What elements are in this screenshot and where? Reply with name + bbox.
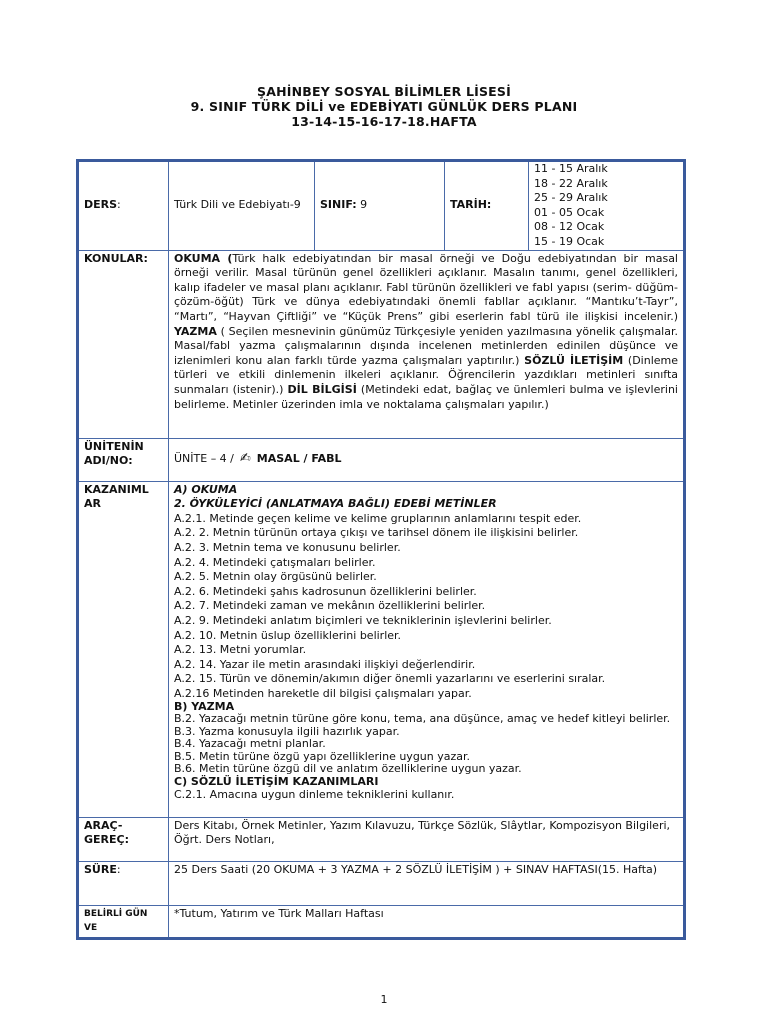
sure-value: 25 Ders Saati (20 OKUMA + 3 YAZMA + 2 SÖZLÜ İLETİŞİM ) + SINAV HAFTASI(15. Hafta) xyxy=(169,861,685,905)
konular-label: KONULAR: xyxy=(78,250,169,438)
outcome-item: C.2.1. Amacına uygun dinleme tekniklerini kullanır. xyxy=(174,788,455,802)
outcome-item: A.2. 6. Metindeki şahıs kadrosunun özelliklerini belirler. xyxy=(174,584,477,598)
outcome-item: A.2.1. Metinde geçen kelime ve kelime gruplarının anlamlarını tespit eder. xyxy=(174,511,582,525)
date-item: 25 - 29 Aralık xyxy=(534,191,608,205)
outcome-item: A.2. 7. Metindeki zaman ve mekânın özelliklerini belirler. xyxy=(174,599,486,613)
ders-label-cell xyxy=(78,161,169,251)
kazanimlar-content xyxy=(169,481,685,817)
kazanimlar-label-part: KAZANIML xyxy=(84,482,149,496)
outcome-item: A.2. 2. Metnin türünün ortaya çıkışı ve tarihsel dönem ile ilişkisini belirler. xyxy=(174,526,579,540)
outcome-item: A.2. 4. Metindeki çatışmaları belirler. xyxy=(174,555,376,569)
sure-row xyxy=(78,861,685,905)
document-header xyxy=(0,84,768,129)
dil-bilgisi-heading: DİL BİLGİSİ xyxy=(287,382,357,396)
okuma-text: Türk halk edebiyatından bir masal örneği ve Doğu edebiyatından bir masal örneği verilir. Masal türünün genel özellikleri açıklanır. Masalın tanımı, genel özellikleri, kalıp ifadeler ve masal planı açıklanır. Fabl türünün özellikleri ve fabl yapısı (serim- düğüm-çözüm-öğüt) Türk ve dünya edebiyatındaki önemli fabllar açıklanır. “Mantıku’t-Tayr”, “Martı”, “Hayvan Çiftliği” ve “Küçük Prens” gibi eserlerin fabl türü ile ilişkisi incelenir.) xyxy=(174,251,678,323)
okuma-section-subtitle: 2. ÖYKÜLEYİCİ (ANLATMAYA BAĞLI) EDEBİ METİNLER xyxy=(174,497,497,511)
outcome-item: A.2. 9. Metindeki anlatım biçimleri ve tekniklerinin işlevlerini belirler. xyxy=(174,613,552,627)
sinif-label: SINIF: xyxy=(320,198,357,212)
lesson-plan-table xyxy=(76,159,686,940)
sozlu-section-title: C) SÖZLÜ İLETİŞİM KAZANIMLARI xyxy=(174,774,379,788)
sure-label: SÜRE xyxy=(84,862,117,876)
page-number: 1 xyxy=(380,993,388,1006)
date-item: 11 - 15 Aralık xyxy=(534,162,608,175)
outcome-item: A.2. 3. Metnin tema ve konusunu belirler. xyxy=(174,540,401,554)
sozlu-heading: SÖZLÜ İLETİŞİM xyxy=(524,353,624,367)
outcome-item: B.4. Yazacağı metni planlar. xyxy=(174,737,326,751)
kazanimlar-label-part: AR xyxy=(84,497,101,511)
kazanimlar-label xyxy=(78,481,169,817)
ders-colon: : xyxy=(117,198,121,212)
pen-icon: ✍ xyxy=(239,451,251,467)
ders-value: Türk Dili ve Edebiyatı-9 xyxy=(169,161,315,251)
outcome-item: B.6. Metin türüne özgü dil ve anlatım özelliklerine uygun yazar. xyxy=(174,762,522,776)
okuma-section-title: A) OKUMA xyxy=(174,482,238,496)
tarih-label: TARİH: xyxy=(445,161,529,251)
unite-label: ÜNİTENİN ADI/NO: xyxy=(78,438,169,481)
outcome-item: A.2. 5. Metnin olay örgüsünü belirler. xyxy=(174,570,377,584)
sure-colon: : xyxy=(116,862,121,876)
outcome-item: A.2. 13. Metni yorumlar. xyxy=(174,643,307,657)
sure-label-cell xyxy=(78,861,169,905)
okuma-heading: OKUMA ( xyxy=(174,251,233,265)
yazma-heading: YAZMA xyxy=(174,324,217,338)
yazma-text: ( Seçilen mesnevinin günümüz Türkçesiyle yeniden yazılmasına yönelik çalışmalar. Masal/fabl yazma çalışmalarının dışında incelenen metinlerden edinilen düşünce ve izlenimleri konu alan farklı türde yazma çalışmaları yaptırılır.) xyxy=(174,324,678,367)
belirli-gun-row xyxy=(78,905,685,938)
kazanimlar-row xyxy=(78,481,685,817)
unite-row xyxy=(78,438,685,481)
outcome-item: B.3. Yazma konusuyla ilgili hazırlık yapar. xyxy=(174,724,400,738)
outcome-item: B.2. Yazacağı metnin türüne göre konu, tema, ana düşünce, amaç ve hedef kitleyi belirler. xyxy=(174,712,671,726)
unite-name: MASAL / FABL xyxy=(256,452,342,466)
unite-content xyxy=(169,438,685,481)
date-item: 01 - 05 Ocak xyxy=(534,205,605,219)
arac-label: ARAÇ-GEREÇ: xyxy=(78,817,169,861)
outcome-item: A.2.16 Metinden hareketle dil bilgisi çalışmaları yapar. xyxy=(174,686,472,700)
date-item: 08 - 12 Ocak xyxy=(534,220,605,234)
konular-content xyxy=(169,250,685,438)
outcome-item: A.2. 14. Yazar ile metin arasındaki ilişkiyi değerlendirir. xyxy=(174,657,476,671)
sinif-value: 9 xyxy=(356,198,368,212)
date-item: 18 - 22 Aralık xyxy=(534,176,608,190)
arac-row xyxy=(78,817,685,861)
konular-row xyxy=(78,250,685,438)
week-range: 13-14-15-16-17-18.HAFTA xyxy=(291,114,477,129)
yazma-section-title: B) YAZMA xyxy=(174,700,235,714)
outcome-item: A.2. 15. Türün ve dönemin/akımın diğer önemli yazarlarını ve eserlerini sıralar. xyxy=(174,672,606,686)
arac-value: Ders Kitabı, Örnek Metinler, Yazım Kılavuzu, Türkçe Sözlük, Slâytlar, Kompozisyon Bilgileri, Öğrt. Ders Notları, xyxy=(169,817,685,861)
belirli-gun-label: BELİRLİ GÜN VE xyxy=(78,905,169,938)
belirli-gun-value: *Tutum, Yatırım ve Türk Malları Haftası xyxy=(169,905,685,938)
school-name: ŞAHİNBEY SOSYAL BİLİMLER LİSESİ xyxy=(257,84,511,99)
sozlu-text: (Dinleme türleri ve etkili dinlemenin ilkeleri açıklanır. Öğrencilerin yazdıkları metinleri sınıfta sunmaları (istenir).) xyxy=(174,353,679,396)
unite-prefix: ÜNİTE – 4 / xyxy=(174,452,234,466)
plan-title: 9. SINIF TÜRK DİLİ ve EDEBİYATI GÜNLÜK DERS PLANI xyxy=(190,99,578,114)
outcome-item: A.2. 10. Metnin üslup özelliklerini belirler. xyxy=(174,628,402,642)
course-row xyxy=(78,161,685,251)
sinif-cell xyxy=(315,161,445,251)
dil-bilgisi-text: (Metindeki edat, bağlaç ve ünlemleri bulma ve işlevlerini belirleme. Metinler üzerinden imla ve noktalama çalışmaları yapılır.) xyxy=(174,382,678,411)
outcome-item: B.5. Metin türüne özgü yapı özelliklerine uygun yazar. xyxy=(174,749,471,763)
ders-label: DERS xyxy=(84,198,118,212)
date-list-cell xyxy=(529,161,685,251)
date-item: 15 - 19 Ocak xyxy=(534,234,605,248)
